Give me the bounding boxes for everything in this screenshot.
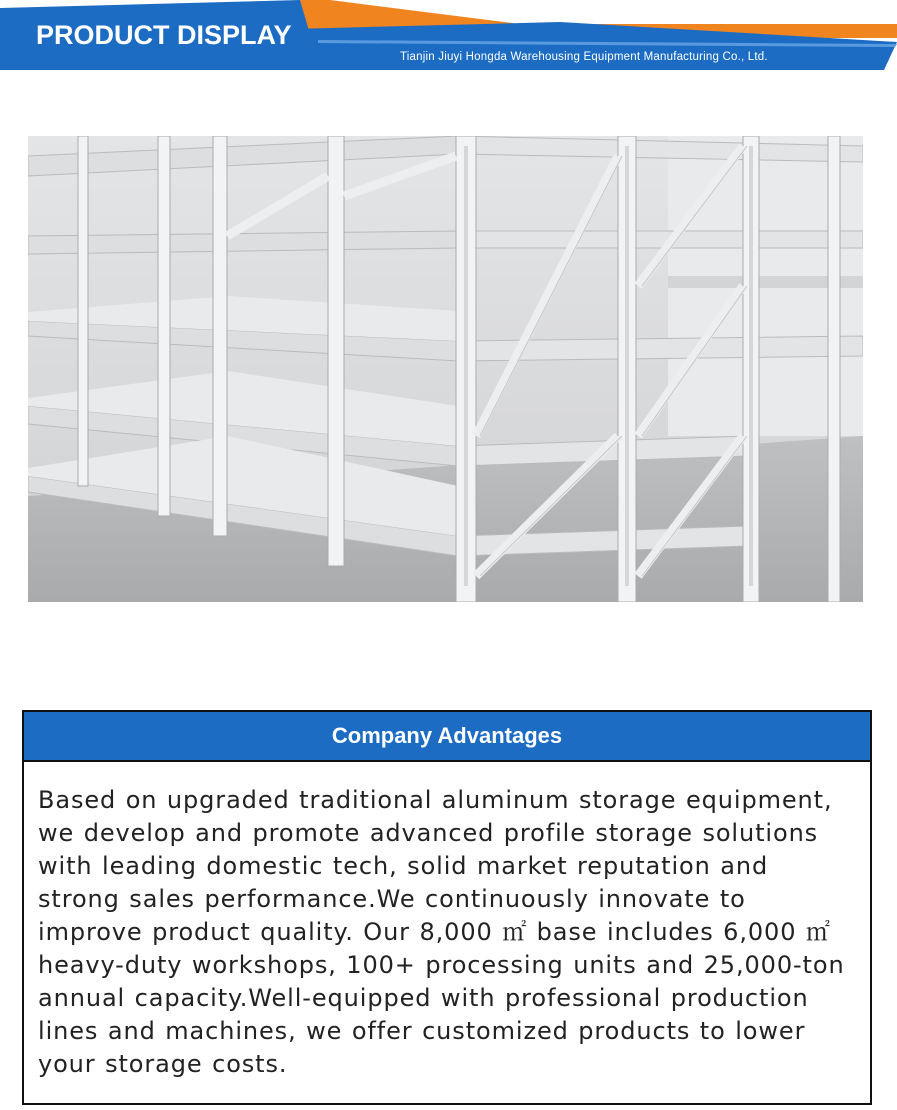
header-banner (0, 0, 897, 75)
banner-title: PRODUCT DISPLAY (36, 20, 292, 50)
company-advantages-panel (22, 710, 872, 1105)
advantages-text: Based on upgraded traditional aluminum storage equipment, we develop and promote advanced profile storage solutions with leading domestic tech, solid market reputation and strong sales performance.We continuously innovate to improve product quality. Our 8,000 ㎡ base includes 6,000 ㎡ heavy-duty workshops, 100+ processing units and 25,000-ton annual capacity.Well-equipped with professional production lines and machines, we offer customized products to lower your storage costs. (38, 786, 845, 1078)
advantages-title: Company Advantages (24, 712, 870, 762)
company-name: Tianjin Jiuyi Hongda Warehousing Equipment Manufacturing Co., Ltd. (400, 51, 768, 63)
product-photo (28, 136, 863, 602)
shelving-illustration (28, 136, 863, 602)
